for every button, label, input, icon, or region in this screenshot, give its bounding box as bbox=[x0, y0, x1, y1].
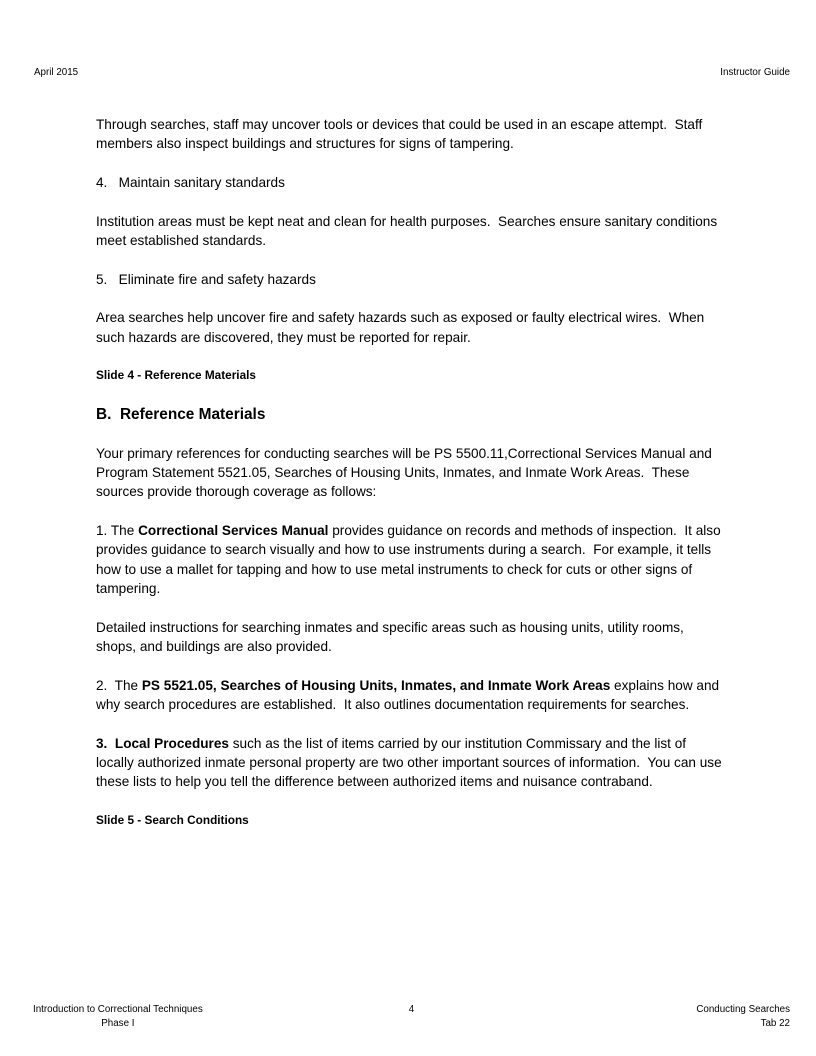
paragraph-detailed-instructions bbox=[96, 618, 724, 657]
footer-section-block bbox=[696, 1003, 790, 1031]
text-run-bold: PS 5521.05, Searches of Housing Units, Inmates, and Inmate Work Areas bbox=[141, 677, 611, 693]
footer-page-number: 4 bbox=[408, 1004, 415, 1015]
page-footer bbox=[33, 1003, 790, 1031]
text-run: Through searches, staff may uncover tools or devices that could be used in an escape attempt. Staff members also inspect buildings and structures for signs of tampering. bbox=[96, 117, 707, 152]
section-heading-reference-materials bbox=[96, 405, 724, 424]
text-run: 2. The bbox=[96, 677, 142, 693]
header-date: April 2015 bbox=[34, 67, 79, 78]
list-item-4-sanitary bbox=[96, 173, 724, 192]
slide-5-label bbox=[96, 811, 724, 830]
page-header bbox=[34, 66, 790, 80]
text-run: Institution areas must be kept neat and clean for health purposes. Searches ensure sanitary conditions meet established standards. bbox=[96, 213, 721, 248]
text-run: such as the list of items carried by our institution Commissary and the list of locally authorized inmate personal property are two other important sources of information. You can use these lists to help you tell the difference between authorized items and nuisance contraband. bbox=[96, 735, 726, 790]
text-run: explains how and why search procedures are established. It also outlines documentation requirements for searches. bbox=[96, 677, 723, 712]
text-run: B. Reference Materials bbox=[96, 405, 266, 423]
paragraph-reference-2 bbox=[96, 676, 724, 715]
paragraph-sanitary bbox=[96, 212, 724, 251]
footer-section-title: Conducting Searches bbox=[696, 1004, 790, 1015]
document-body bbox=[96, 115, 724, 849]
paragraph-intro-searches bbox=[96, 115, 724, 154]
text-run: Your primary references for conducting searches will be PS 5500.11,Correctional Services Manual and Program Statement 5521.05, Searches of Housing Units, Inmates, and Inmate Work Areas. These sources provide thorough coverage as follows: bbox=[96, 445, 716, 500]
text-run-bold: Correctional Services Manual bbox=[138, 522, 329, 538]
text-run: Slide 5 - Search Conditions bbox=[96, 812, 249, 827]
list-item-5-fire-safety bbox=[96, 270, 724, 289]
footer-course-title: Introduction to Correctional Techniques bbox=[33, 1004, 203, 1015]
footer-tab-number: Tab 22 bbox=[760, 1018, 790, 1029]
text-run: 1. The bbox=[96, 522, 139, 538]
header-doc-title: Instructor Guide bbox=[720, 67, 790, 78]
slide-4-label bbox=[96, 366, 724, 385]
text-run-bold: 3. Local Procedures bbox=[96, 735, 229, 751]
paragraph-reference-3 bbox=[96, 734, 724, 792]
text-run: 5. Eliminate fire and safety hazards bbox=[96, 271, 316, 287]
text-run: Area searches help uncover fire and safety hazards such as exposed or faulty electrical wires. When such hazards are discovered, they must be reported for repair. bbox=[96, 310, 709, 345]
paragraph-reference-1 bbox=[96, 521, 724, 598]
text-run: Slide 4 - Reference Materials bbox=[96, 368, 256, 383]
text-run: provides guidance on records and methods of inspection. It also provides guidance to search visually and how to use instruments during a search. For example, it tells how to use a mallet for tapping and how to use metal instruments to check for cuts or other signs of tampering. bbox=[96, 522, 725, 596]
paragraph-fire-safety bbox=[96, 308, 724, 347]
paragraph-primary-references bbox=[96, 444, 724, 502]
text-run: Detailed instructions for searching inmates and specific areas such as housing units, utility rooms, shops, and buildings are also provided. bbox=[96, 619, 688, 654]
text-run: 4. Maintain sanitary standards bbox=[96, 174, 285, 190]
footer-course-phase: Phase I bbox=[101, 1018, 135, 1029]
